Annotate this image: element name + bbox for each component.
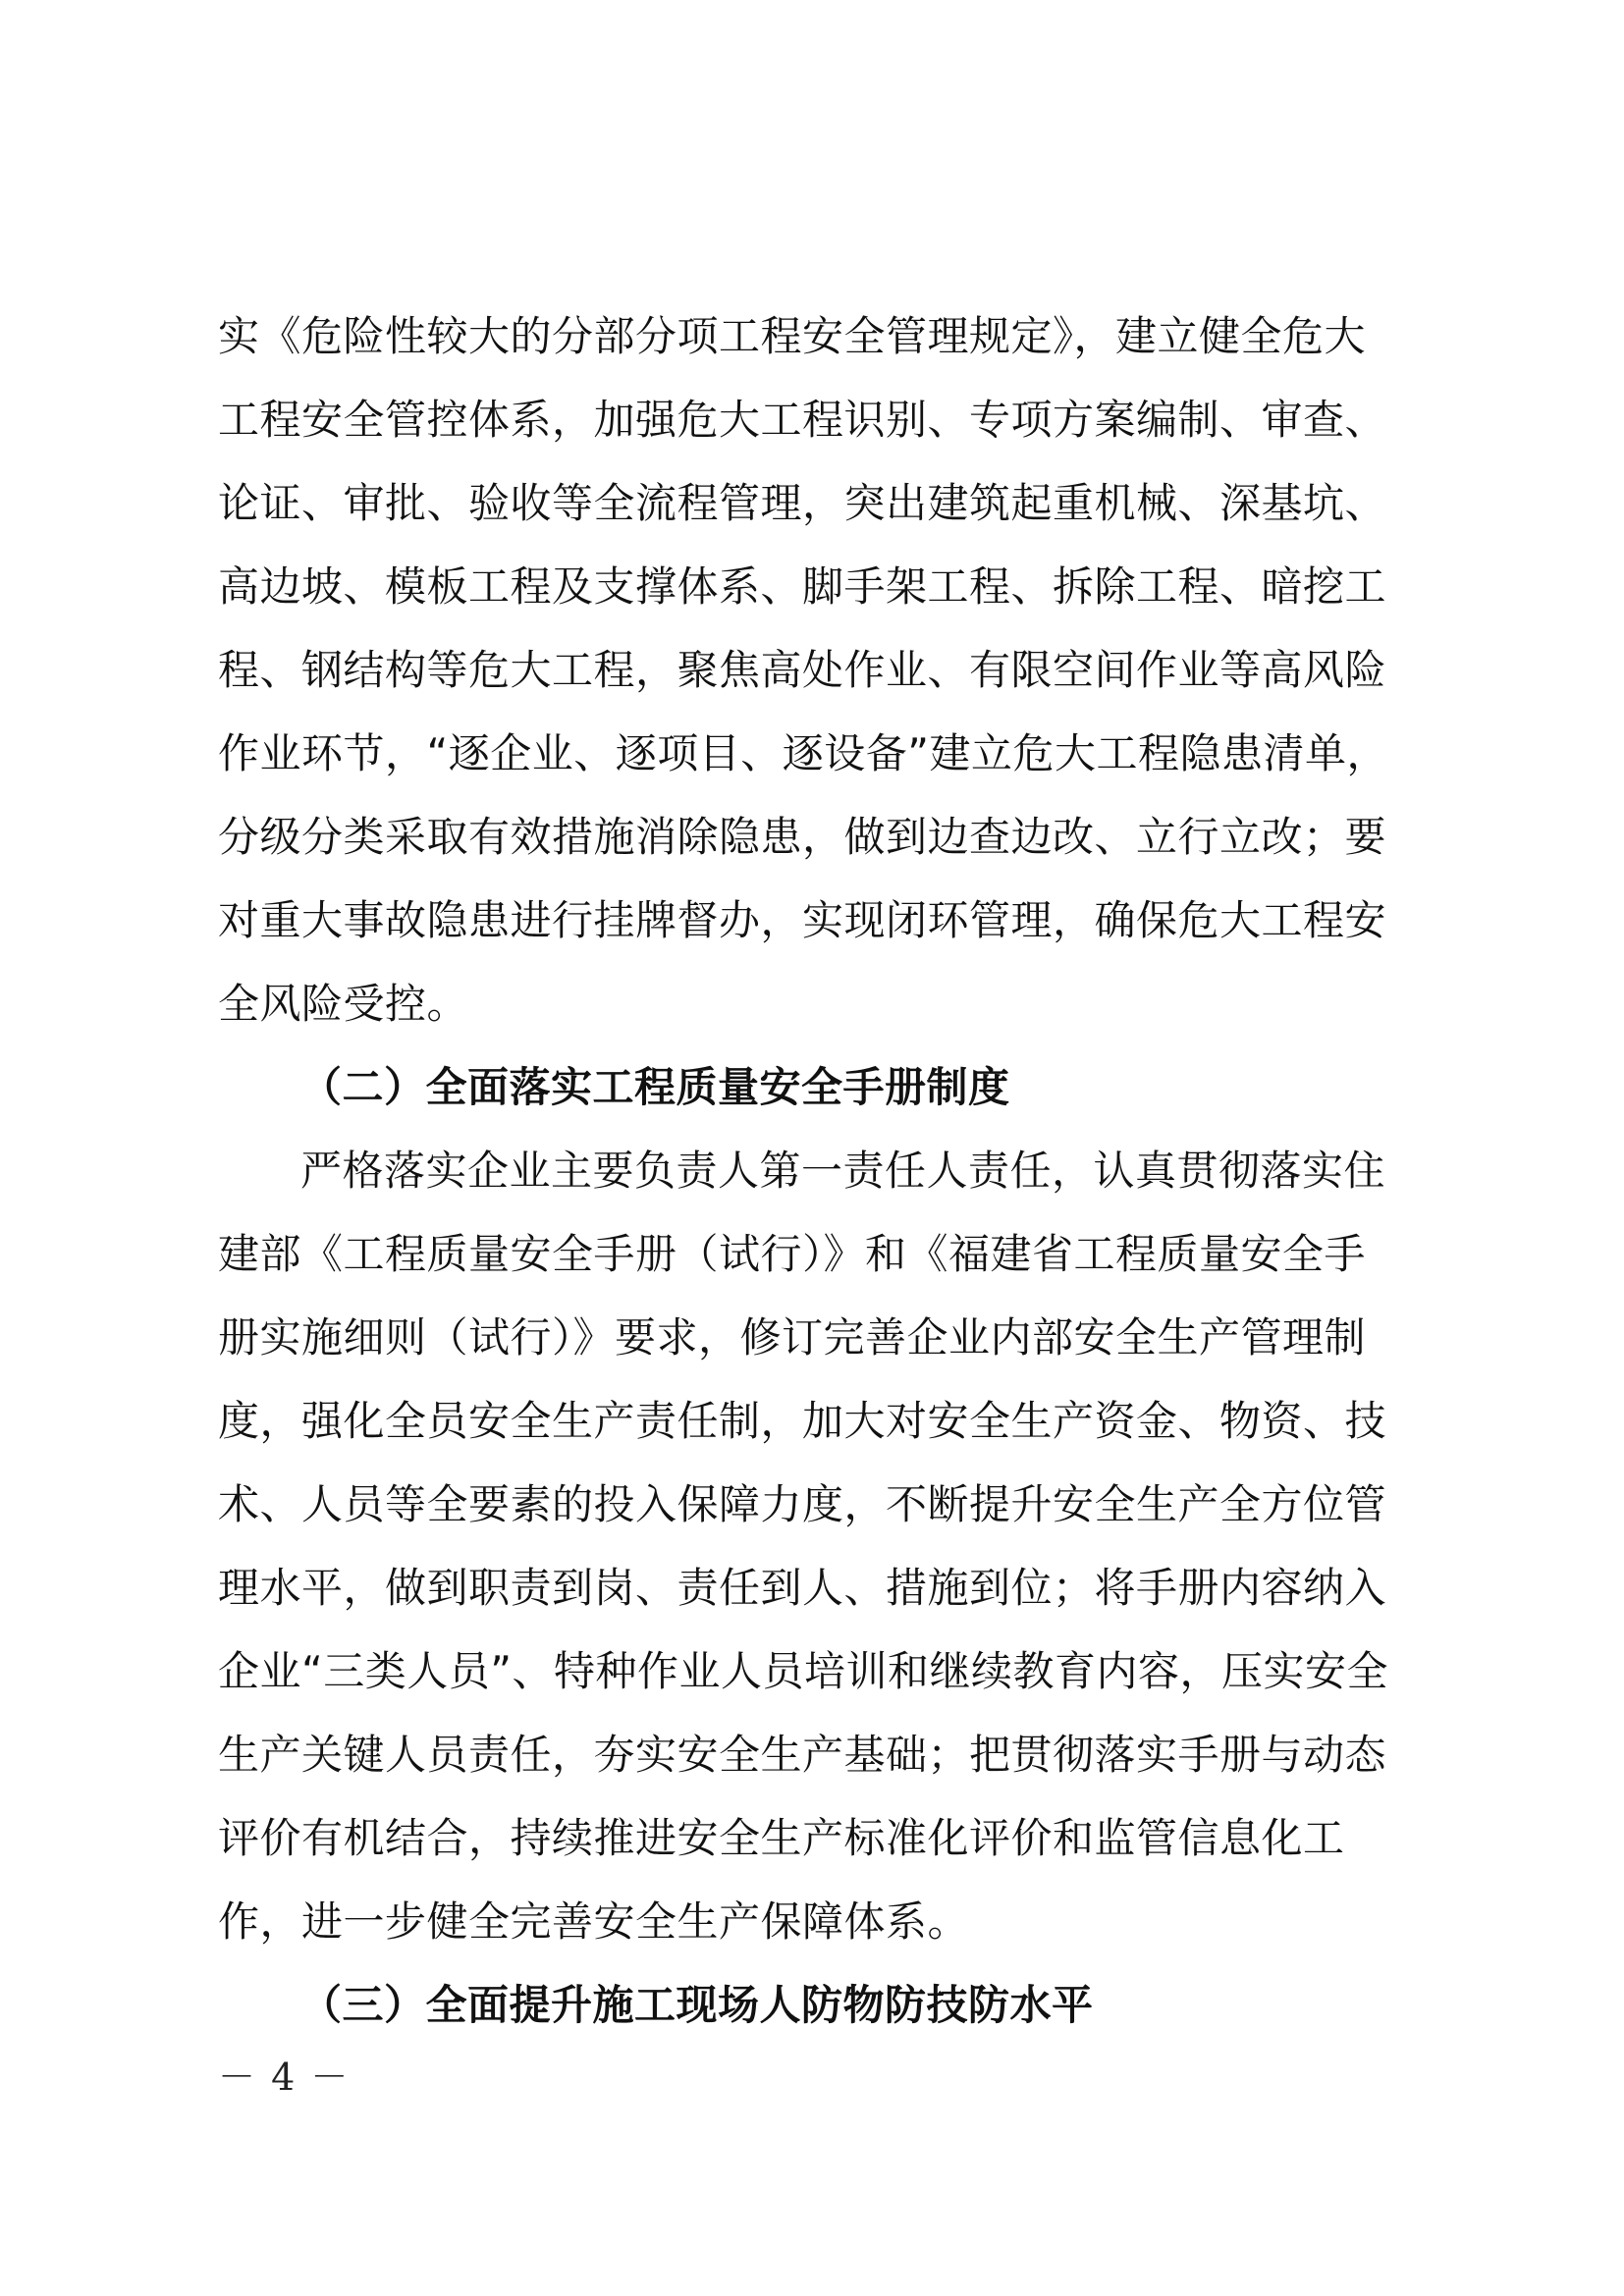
document-body xyxy=(218,294,1430,2047)
page-number: － 4 － xyxy=(218,2056,351,2099)
paragraph-line: 建部《工程质量安全手册（试行）》和《福建省工程质量安全手 xyxy=(218,1230,1367,1278)
paragraph-line: 实《危险性较大的分部分项工程安全管理规定》，建立健全危大 xyxy=(218,312,1367,360)
paragraph-line: 高边坡、模板工程及支撑体系、脚手架工程、拆除工程、暗挖工 xyxy=(218,562,1387,611)
paragraph-line: 程、钢结构等危大工程，聚焦高处作业、有限空间作业等高风险 xyxy=(218,646,1387,694)
paragraph-line: 生产关键人员责任，夯实安全生产基础；把贯彻落实手册与动态 xyxy=(218,1731,1387,1779)
paragraph-line: 工程安全管控体系，加强危大工程识别、专项方案编制、审查、 xyxy=(218,396,1387,444)
paragraph-line: 作，进一步健全完善安全生产保障体系。 xyxy=(218,1897,970,1946)
paragraph-line: 全风险受控。 xyxy=(218,980,469,1028)
paragraph-line: 分级分类采取有效措施消除隐患，做到边查边改、立行立改；要 xyxy=(218,813,1387,861)
paragraph-line: 严格落实企业主要负责人第一责任人责任，认真贯彻落实住 xyxy=(300,1147,1386,1195)
paragraph-line: 册实施细则（试行）》要求，修订完善企业内部安全生产管理制 xyxy=(218,1313,1367,1362)
section-heading-three: （三）全面提升施工现场人防物防技防水平 xyxy=(300,1981,1094,2029)
paragraph-line: 企业“三类人员”、特种作业人员培训和继续教育内容，压实安全 xyxy=(218,1647,1389,1695)
paragraph-line: 度，强化全员安全生产责任制，加大对安全生产资金、物资、技 xyxy=(218,1397,1387,1445)
paragraph-line: 对重大事故隐患进行挂牌督办，实现闭环管理，确保危大工程安 xyxy=(218,896,1387,944)
paragraph-line: 作业环节，“逐企业、逐项目、逐设备”建立危大工程隐患清单， xyxy=(218,729,1389,777)
paragraph-line: 评价有机结合，持续推进安全生产标准化评价和监管信息化工 xyxy=(218,1814,1345,1862)
paragraph-line: 论证、审批、验收等全流程管理，突出建筑起重机械、深基坑、 xyxy=(218,479,1387,527)
section-heading-two: （二）全面落实工程质量安全手册制度 xyxy=(300,1063,1010,1111)
paragraph-line: 术、人员等全要素的投入保障力度，不断提升安全生产全方位管 xyxy=(218,1480,1387,1528)
paragraph-line: 理水平，做到职责到岗、责任到人、措施到位；将手册内容纳入 xyxy=(218,1564,1387,1612)
